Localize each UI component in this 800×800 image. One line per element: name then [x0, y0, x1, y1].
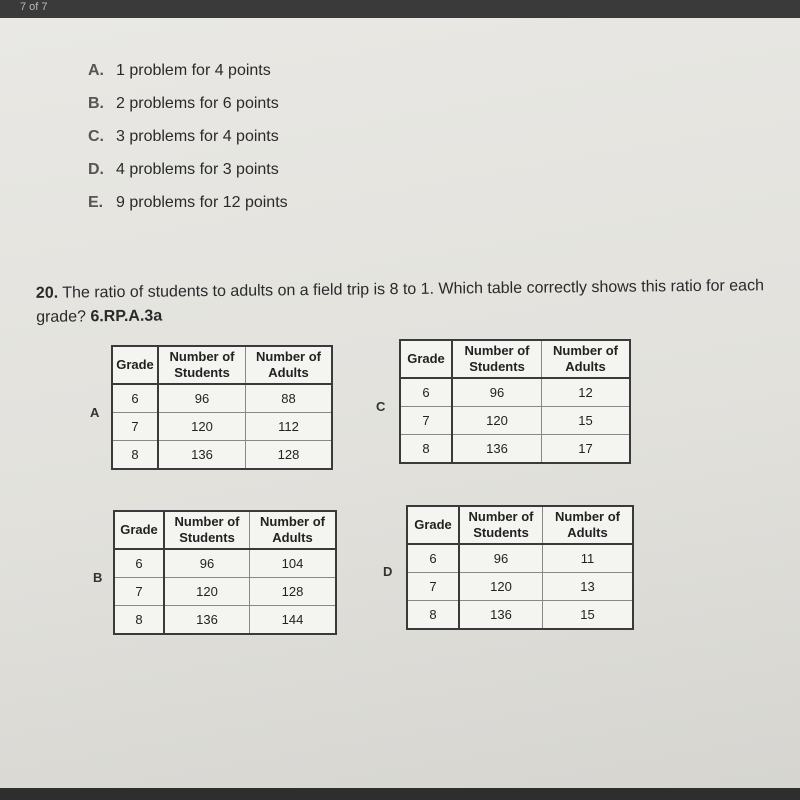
cell-students: 96: [452, 378, 542, 407]
table-row: [114, 606, 336, 635]
table-row: [407, 601, 633, 630]
option-label-a: A: [90, 405, 100, 420]
choice-c: [88, 128, 279, 146]
cell-adults: 11: [543, 544, 634, 573]
header-adults: Number of Adults: [542, 340, 631, 378]
table-option-b: [113, 510, 337, 635]
table-row: [407, 573, 633, 601]
cell-adults: 112: [246, 413, 333, 441]
cell-grade: 8: [400, 435, 452, 464]
header-students: Number of Students: [452, 340, 542, 378]
option-label-b: B: [93, 570, 103, 585]
cell-grade: 6: [114, 549, 164, 578]
cell-students: 120: [452, 407, 542, 435]
cell-adults: 12: [542, 378, 631, 407]
choice-e: [88, 194, 288, 212]
table-header-row: [400, 340, 630, 378]
cell-students: 96: [459, 544, 543, 573]
cell-grade: 8: [114, 606, 164, 635]
table-option-c: [399, 339, 631, 464]
standard-code: 6.RP.A.3a: [90, 307, 163, 326]
table-row: [114, 578, 336, 606]
cell-students: 136: [459, 601, 543, 630]
cell-grade: 6: [112, 384, 158, 413]
table-row: [400, 435, 630, 464]
cell-students: 136: [452, 435, 542, 464]
cell-adults: 144: [250, 606, 337, 635]
cell-students: 120: [158, 413, 246, 441]
viewer-toolbar: [0, 0, 800, 18]
choice-text: 4 problems for 3 points: [116, 161, 279, 178]
question-20: [36, 274, 776, 330]
cell-grade: 8: [407, 601, 459, 630]
table-header-row: [407, 506, 633, 544]
cell-grade: 7: [114, 578, 164, 606]
cell-grade: 6: [407, 544, 459, 573]
option-label-d: D: [383, 564, 393, 579]
table-option-d: [406, 505, 634, 630]
choice-text: 1 problem for 4 points: [116, 62, 271, 79]
cell-grade: 8: [112, 441, 158, 470]
cell-adults: 13: [543, 573, 634, 601]
header-adults: Number of Adults: [250, 511, 337, 549]
table-row: [112, 413, 332, 441]
header-adults: Number of Adults: [543, 506, 634, 544]
cell-students: 96: [158, 384, 246, 413]
choice-text: 3 problems for 4 points: [116, 128, 279, 145]
cell-adults: 88: [246, 384, 333, 413]
cell-students: 96: [164, 549, 250, 578]
header-grade: Grade: [114, 511, 164, 549]
choice-letter: A.: [88, 62, 104, 79]
cell-students: 120: [459, 573, 543, 601]
table-row: [400, 378, 630, 407]
choice-a: [88, 62, 271, 80]
cell-grade: 7: [400, 407, 452, 435]
table-header-row: [114, 511, 336, 549]
choice-d: [88, 161, 279, 179]
header-grade: Grade: [407, 506, 459, 544]
table-option-a: [111, 345, 333, 470]
cell-adults: 15: [542, 407, 631, 435]
cell-adults: 15: [543, 601, 634, 630]
table-row: [114, 549, 336, 578]
choice-text: 2 problems for 6 points: [116, 95, 279, 112]
table-row: [112, 441, 332, 470]
header-adults: Number of Adults: [246, 346, 333, 384]
header-grade: Grade: [400, 340, 452, 378]
choice-letter: D.: [88, 161, 104, 178]
cell-students: 136: [164, 606, 250, 635]
choice-text: 9 problems for 12 points: [116, 194, 288, 211]
question-text: The ratio of students to adults on a field trip is 8 to 1. Which table correctly shows this ratio for each grade?: [36, 277, 765, 326]
header-grade: Grade: [112, 346, 158, 384]
table-row: [407, 544, 633, 573]
table-row: [400, 407, 630, 435]
cell-grade: 7: [407, 573, 459, 601]
header-students: Number of Students: [459, 506, 543, 544]
bottom-bezel: [0, 788, 800, 800]
page-indicator: 7 of 7: [20, 1, 48, 13]
table-header-row: [112, 346, 332, 384]
choice-letter: B.: [88, 95, 104, 112]
cell-adults: 128: [246, 441, 333, 470]
header-students: Number of Students: [158, 346, 246, 384]
choice-letter: C.: [88, 128, 104, 145]
table-row: [112, 384, 332, 413]
cell-grade: 6: [400, 378, 452, 407]
cell-grade: 7: [112, 413, 158, 441]
cell-students: 120: [164, 578, 250, 606]
header-students: Number of Students: [164, 511, 250, 549]
cell-adults: 104: [250, 549, 337, 578]
choice-b: [88, 95, 279, 113]
cell-students: 136: [158, 441, 246, 470]
option-label-c: C: [376, 399, 386, 414]
cell-adults: 17: [542, 435, 631, 464]
cell-adults: 128: [250, 578, 337, 606]
question-number: 20.: [35, 284, 59, 302]
choice-letter: E.: [88, 194, 104, 211]
